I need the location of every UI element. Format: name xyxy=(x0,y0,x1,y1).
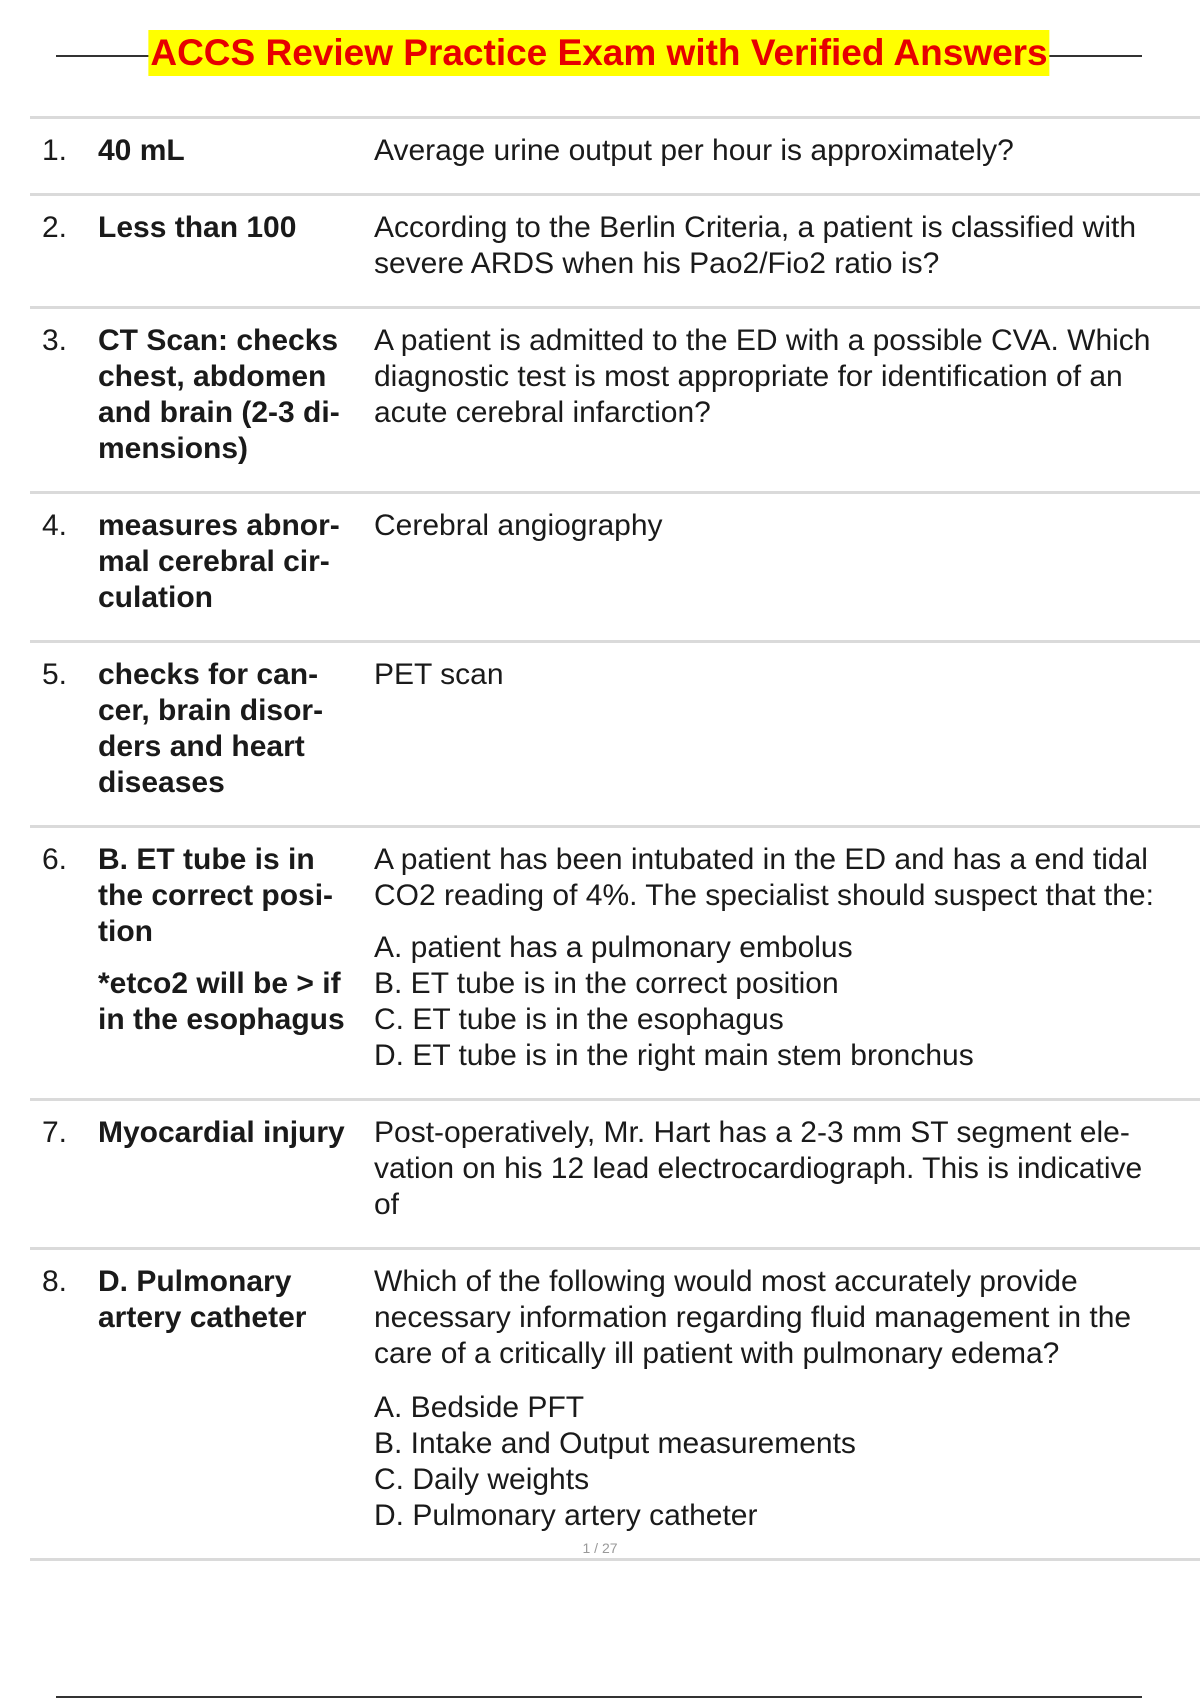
answer-cell xyxy=(98,323,372,467)
question-number: 6. xyxy=(42,843,68,876)
question-number: 3. xyxy=(42,324,68,357)
question-line: vation on his 12 lead electrocardiograph. This is indicative xyxy=(374,1152,1143,1185)
question-line: According to the Berlin Criteria, a patient is classified with xyxy=(374,211,1137,244)
qa-table xyxy=(30,116,1200,1561)
answer-cell xyxy=(98,842,372,1074)
answer-line: culation xyxy=(98,581,214,614)
answer-line: chest, abdomen xyxy=(98,360,327,393)
option-line: A. patient has a pulmonary embolus xyxy=(374,931,853,964)
question-line: Which of the following would most accurately provide xyxy=(374,1265,1078,1298)
answer-line: mal cerebral cir- xyxy=(98,545,330,578)
answer-line: Myocardial injury xyxy=(98,1116,345,1149)
bottom-rule xyxy=(56,1696,1142,1698)
answer-line: and brain (2-3 di- xyxy=(98,396,340,429)
question-cell xyxy=(372,1115,1200,1223)
answer-cell xyxy=(98,1264,372,1534)
page-indicator: 1 / 27 xyxy=(582,1540,618,1556)
option-line: D. ET tube is in the right main stem bronchus xyxy=(374,1039,974,1072)
qa-row-2 xyxy=(30,193,1200,306)
answer-line: checks for can- xyxy=(98,658,319,691)
spacer xyxy=(374,914,1194,930)
question-cell xyxy=(372,210,1200,282)
question-line: of xyxy=(374,1188,400,1221)
answer-cell xyxy=(98,133,372,169)
spacer xyxy=(374,1372,1194,1390)
question-number: 8. xyxy=(42,1265,68,1298)
qa-row-6 xyxy=(30,825,1200,1098)
question-line: necessary information regarding fluid management in the xyxy=(374,1301,1132,1334)
answer-line: diseases xyxy=(98,766,225,799)
answer-line: measures abnor- xyxy=(98,509,340,542)
question-line: acute cerebral infarction? xyxy=(374,396,711,429)
option-line: A. Bedside PFT xyxy=(374,1391,585,1424)
answer-line: tion xyxy=(98,915,153,948)
answer-cell xyxy=(98,1115,372,1223)
option-line: D. Pulmonary artery catheter xyxy=(374,1499,758,1532)
qa-row-1 xyxy=(30,116,1200,193)
title-bar xyxy=(56,28,1142,80)
page-title: ACCS Review Practice Exam with Verified Answers xyxy=(148,30,1049,76)
question-cell xyxy=(372,133,1200,169)
answer-line: artery catheter xyxy=(98,1301,307,1334)
answer-line: CT Scan: checks xyxy=(98,324,339,357)
question-line: care of a critically ill patient with pulmonary edema? xyxy=(374,1337,1060,1370)
question-cell xyxy=(372,842,1200,1074)
answer-line: B. ET tube is in xyxy=(98,843,315,876)
question-line: diagnostic test is most appropriate for identification of an xyxy=(374,360,1123,393)
question-number: 7. xyxy=(42,1116,68,1149)
answer-line: Less than 100 xyxy=(98,211,297,244)
question-cell xyxy=(372,323,1200,467)
qa-row-5 xyxy=(30,640,1200,825)
question-number: 4. xyxy=(42,509,68,542)
question-line: PET scan xyxy=(374,658,504,691)
question-number: 1. xyxy=(42,134,68,167)
answer-line: 40 mL xyxy=(98,134,185,167)
question-line: Average urine output per hour is approximately? xyxy=(374,134,1014,167)
option-line: B. Intake and Output measurements xyxy=(374,1427,856,1460)
answer-cell xyxy=(98,210,372,282)
option-line: B. ET tube is in the correct position xyxy=(374,967,839,1000)
question-line: A patient has been intubated in the ED and has a end tidal xyxy=(374,843,1148,876)
question-cell xyxy=(372,1264,1200,1534)
question-line: severe ARDS when his Pao2/Fio2 ratio is? xyxy=(374,247,940,280)
answer-line: cer, brain disor- xyxy=(98,694,324,727)
question-line: CO2 reading of 4%. The specialist should suspect that the: xyxy=(374,879,1154,912)
answer-cell xyxy=(98,657,372,801)
question-number: 5. xyxy=(42,658,68,691)
answer-line: the correct posi- xyxy=(98,879,334,912)
question-line: A patient is admitted to the ED with a possible CVA. Which xyxy=(374,324,1151,357)
answer-line: ders and heart xyxy=(98,730,305,763)
qa-row-3 xyxy=(30,306,1200,491)
qa-row-7 xyxy=(30,1098,1200,1247)
question-line: Post-operatively, Mr. Hart has a 2-3 mm ST segment ele- xyxy=(374,1116,1130,1149)
answer-line: mensions) xyxy=(98,432,249,465)
answer-note-line: in the esophagus xyxy=(98,1003,345,1036)
qa-row-4 xyxy=(30,491,1200,640)
option-line: C. ET tube is in the esophagus xyxy=(374,1003,784,1036)
question-cell xyxy=(372,508,1200,616)
answer-cell xyxy=(98,508,372,616)
question-line: Cerebral angiography xyxy=(374,509,663,542)
option-line: C. Daily weights xyxy=(374,1463,590,1496)
answer-line: D. Pulmonary xyxy=(98,1265,292,1298)
spacer xyxy=(98,950,368,966)
qa-row-8 xyxy=(30,1247,1200,1561)
question-cell xyxy=(372,657,1200,801)
answer-note-line: *etco2 will be > if xyxy=(98,967,341,1000)
question-number: 2. xyxy=(42,211,68,244)
